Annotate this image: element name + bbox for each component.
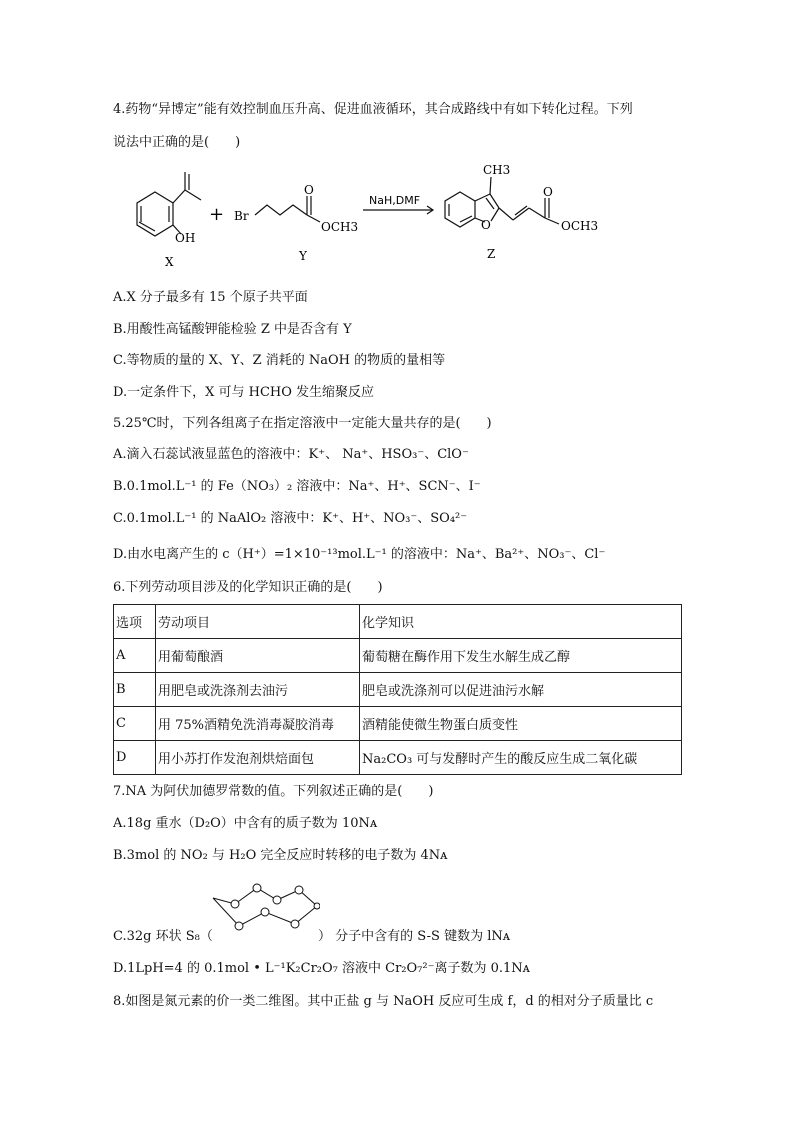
q4-stem-line1: 4.药物“异博定”能有效控制血压升高、促进血液循环，其合成路线中有如下转化过程。下列 — [113, 102, 633, 117]
z-furan-o-label: O — [481, 218, 491, 232]
q7-option-a: A.18g 重水（D₂O）中含有的质子数为 10Nᴀ — [113, 816, 378, 831]
q6-stem: 6.下列劳动项目涉及的化学知识正确的是( ) — [113, 580, 383, 595]
row-option: B — [114, 673, 156, 707]
q5-option-c: C.0.1mol.L⁻¹ 的 NaAlO₂ 溶液中：K⁺、H⁺、NO₃⁻、SO₄²⁻ — [113, 511, 468, 526]
row-option: D — [114, 741, 156, 775]
x-oh-label: OH — [175, 231, 196, 245]
row-labor-item: 用肥皂或洗涤剂去油污 — [156, 673, 360, 707]
y-och3-label: OCH3 — [321, 220, 359, 234]
label-z: Z — [487, 247, 496, 261]
header-labor-item: 劳动项目 — [156, 605, 360, 639]
q8-stem: 8.如图是氮元素的价一类二维图。其中正盐 g 与 NaOH 反应可生成 f，d 的相对分子质量比 c — [113, 994, 654, 1009]
row-chem-knowledge: 酒精能使微生物蛋白质变性 — [360, 707, 682, 741]
label-x: X — [165, 255, 174, 269]
table-header-row — [114, 605, 682, 639]
z-ch3-label: CH3 — [483, 163, 511, 177]
q5-option-d: D.由水电离产生的 c（H⁺）=1×10⁻¹³mol.L⁻¹ 的溶液中：Na⁺、Ba²⁺、NO₃⁻、Cl⁻ — [113, 547, 606, 562]
row-labor-item: 用小苏打作发泡剂烘焙面包 — [156, 741, 360, 775]
row-chem-knowledge: 肥皂或洗涤剂可以促进油污水解 — [360, 673, 682, 707]
plus-sign: + — [209, 204, 225, 225]
table-row — [114, 741, 682, 775]
q4-option-c: C.等物质的量的 X、Y、Z 消耗的 NaOH 的物质的量相等 — [113, 353, 446, 368]
s8-ring-diagram — [205, 880, 320, 940]
z-och3-label: OCH3 — [561, 219, 599, 233]
q4-option-b: B.用酸性高锰酸钾能检验 Z 中是否含有 Y — [113, 322, 352, 337]
row-labor-item: 用 75%酒精免洗消毒凝胶消毒 — [156, 707, 360, 741]
q5-option-b: B.0.1mol.L⁻¹ 的 Fe（NO₃）₂ 溶液中：Na⁺、H⁺、SCN⁻、I⁻ — [113, 479, 481, 494]
q5-option-a: A.滴入石蕊试液显蓝色的溶液中：K⁺、 Na⁺、HSO₃⁻、ClO⁻ — [113, 447, 469, 462]
row-labor-item: 用葡萄酿酒 — [156, 639, 360, 673]
q7-option-b: B.3mol 的 NO₂ 与 H₂O 完全反应时转移的电子数为 4Nᴀ — [113, 848, 448, 863]
q4-option-a: A.X 分子最多有 15 个原子共平面 — [113, 290, 308, 305]
header-option: 选项 — [114, 605, 156, 639]
table-row — [114, 639, 682, 673]
q7-stem: 7.NA 为阿伏加德罗常数的值。下列叙述正确的是( ) — [113, 784, 434, 799]
q7-option-d: D.1LpH=4 的 0.1mol • L⁻¹K₂Cr₂O₇ 溶液中 Cr₂O₇²⁻离子数为 0.1Nᴀ — [113, 961, 530, 976]
header-chem-knowledge: 化学知识 — [360, 605, 682, 639]
y-o-label: O — [304, 183, 314, 197]
q5-stem: 5.25℃时，下列各组离子在指定溶液中一定能大量共存的是( ) — [113, 416, 492, 431]
z-o-label: O — [543, 185, 553, 199]
q4-option-d: D.一定条件下，X 可与 HCHO 发生缩聚反应 — [113, 385, 375, 400]
row-option: A — [114, 639, 156, 673]
row-chem-knowledge: 葡萄糖在酶作用下发生水解生成乙醇 — [360, 639, 682, 673]
table-row — [114, 673, 682, 707]
q4-stem-line2: 说法中正确的是( ) — [113, 135, 241, 150]
table-row — [114, 707, 682, 741]
q7-option-c-suffix: ） 分子中含有的 S-S 键数为 lNᴀ — [318, 929, 511, 944]
q7-option-c-prefix: C.32g 环状 S₈（ — [113, 929, 213, 944]
label-y: Y — [299, 249, 307, 263]
q6-table — [113, 604, 682, 775]
reagent-label: NaH,DMF — [369, 194, 421, 207]
y-br-label: Br — [234, 209, 249, 223]
row-chem-knowledge: Na₂CO₃ 可与发酵时产生的酸反应生成二氧化碳 — [360, 741, 682, 775]
row-option: C — [114, 707, 156, 741]
reaction-scheme — [115, 160, 615, 272]
